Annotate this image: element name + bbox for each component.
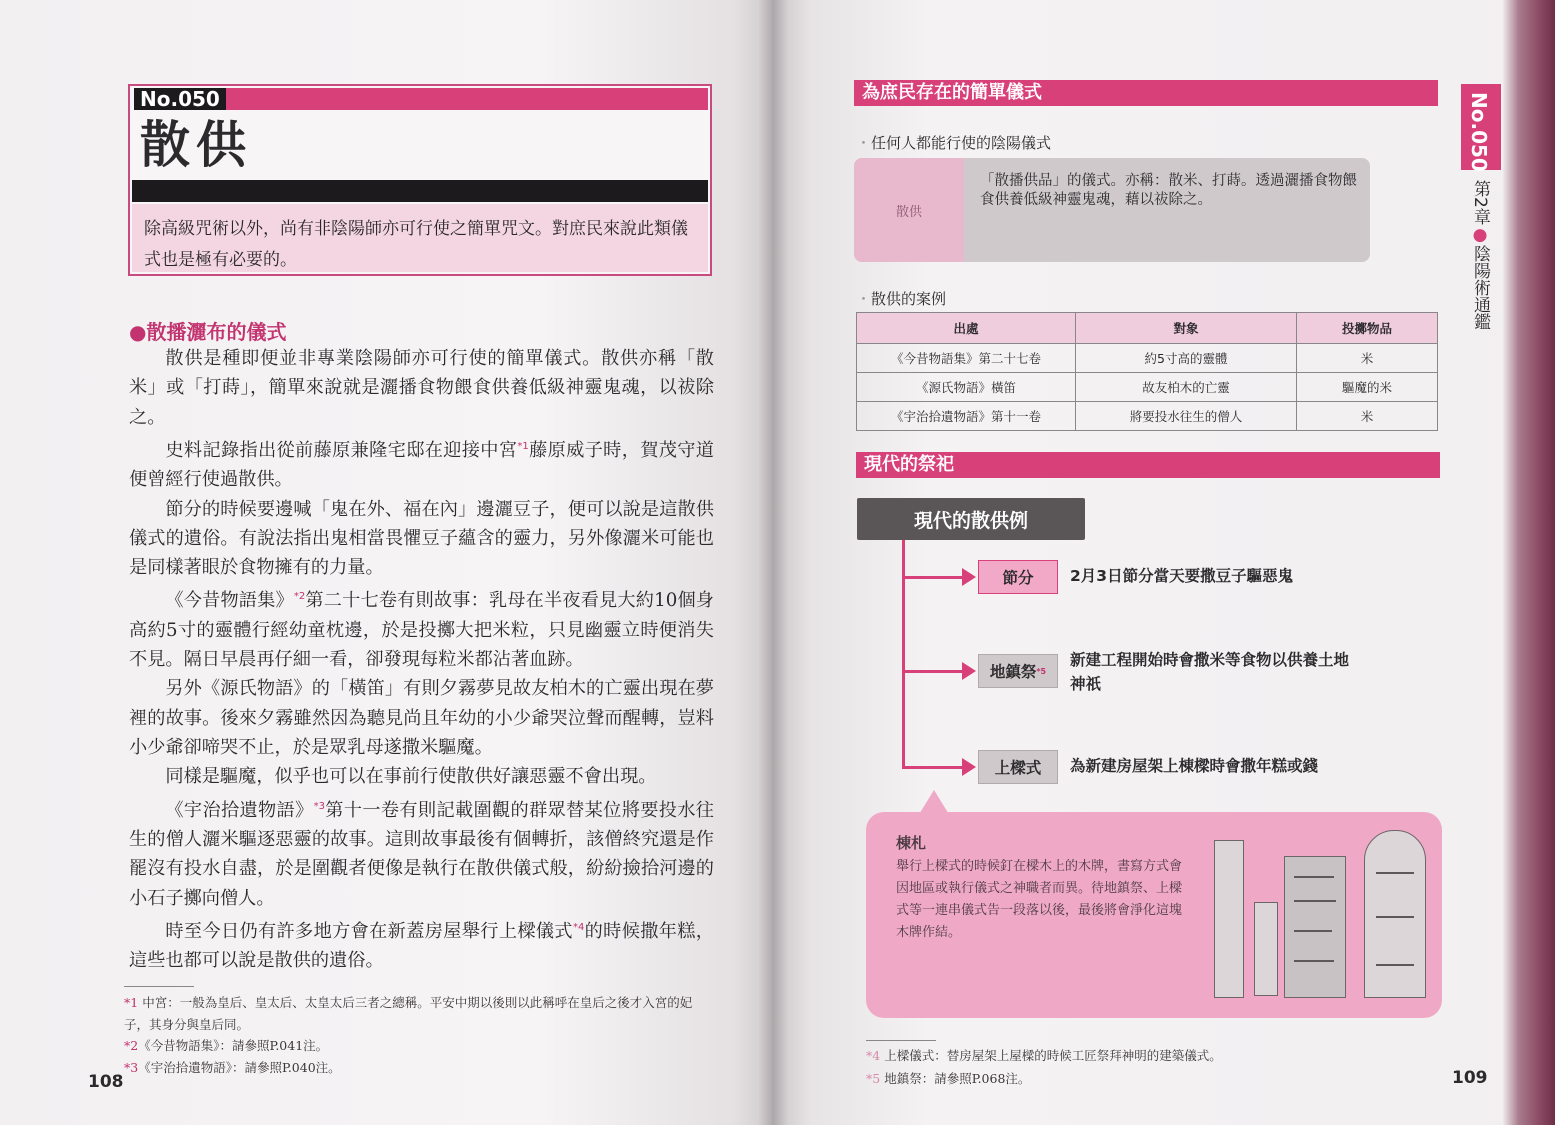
table-cell: 將要投水往生的僧人 [1076, 402, 1297, 431]
footnote [124, 992, 716, 1035]
footnotes-right [866, 1044, 1426, 1090]
footnote-mark: *4 [866, 1048, 881, 1063]
paragraph [129, 792, 714, 913]
plank-text-mark [1294, 900, 1336, 902]
footnote [866, 1044, 1426, 1067]
paragraph: 節分的時候要邊喊「鬼在外、福在內」邊灑豆子，便可以說是這散供儀式的遺俗。有說法指出鬼相當畏懼豆子蘊含的靈力，另外像灑米可能也是同樣著眼於食物擁有的力量。 [129, 498, 714, 579]
note-mark: *2 [293, 591, 306, 603]
entry-title-box [128, 84, 712, 276]
plank [1254, 902, 1278, 996]
item-desc-setsubun: 2月3日節分當天要撒豆子驅惡鬼 [1070, 567, 1294, 585]
text-run: 《今昔物語集》 [165, 590, 294, 612]
book-title: 陰陽術通鑑 [1470, 244, 1490, 330]
footnote-mark: *1 [124, 995, 139, 1010]
entry-title: 散供 [140, 116, 252, 174]
footnote-text: 地鎮祭：請參照P.068注。 [884, 1071, 1031, 1086]
table-cell: 米 [1297, 344, 1438, 373]
plank-text-mark [1376, 916, 1414, 918]
footnote-text: 《宇治拾遺物語》：請參照P.040注。 [138, 1059, 341, 1075]
text-run: 《宇治拾遺物語》 [165, 799, 314, 821]
plank [1214, 840, 1244, 998]
note-mark: *5 [1036, 666, 1047, 676]
footnote [124, 1035, 716, 1057]
text-run: 藤原威子時，賀茂守道便曾經行使過散供。 [129, 439, 714, 491]
body-text [129, 344, 714, 975]
plank-text-mark [1294, 876, 1334, 878]
item-label-joto: 上樑式 [978, 750, 1058, 784]
entry-number: No.050 [134, 88, 226, 110]
table-cell: 《宇治拾遺物語》第十一卷 [857, 402, 1076, 431]
paragraph [129, 432, 714, 495]
entry-summary: 除高級咒術以外，尚有非陰陽師亦可行使之簡單咒文。對庶民來說此類儀式也是極有必要的。 [132, 204, 708, 272]
paragraph [129, 582, 714, 674]
footnote-mark: *5 [866, 1071, 881, 1086]
chapter-label: 第2章 [1470, 180, 1490, 225]
item-label-setsubun: 節分 [978, 560, 1058, 594]
text-run: 第十一卷有則記載圍觀的群眾替某位將要投水往生的僧人灑米驅逐惡靈的故事。這則故事最後有個轉折，該僧終究還是作罷沒有投水自盡，於是圍觀者便像是執行在散供儀式般，紛紛撿拾河邊的小石子擲向僧人。 [129, 799, 714, 909]
connector-vertical [902, 540, 905, 768]
footnote-mark: *3 [124, 1059, 139, 1075]
title-pink-bar [226, 88, 708, 110]
bullet-heading: ・ 任何人都能行使的陰陽儀式 [856, 132, 1051, 153]
plank-text-mark [1294, 960, 1334, 962]
section-heading: ●散播灑布的儀式 [129, 320, 287, 344]
definition-label: 散供 [854, 158, 964, 262]
table-header: 出處 [857, 313, 1076, 344]
item-desc-joto: 為新建房屋架上棟樑時會撒年糕或錢 [1070, 757, 1319, 775]
connector-branch [902, 670, 964, 673]
page-number-right: 109 [1452, 1068, 1488, 1088]
page-number-left: 108 [88, 1072, 124, 1092]
definition-text: 「散播供品」的儀式。亦稱：散米、打蒔。透過灑播食物餵食供養低級神靈鬼魂，藉以祓除之。 [980, 173, 1357, 208]
text-run: 的時候撒年糕，這些也都可以說是散供的遺俗。 [129, 920, 714, 972]
cases-table [856, 312, 1438, 431]
table-cell: 驅魔的米 [1297, 373, 1438, 402]
connector-branch [902, 766, 964, 769]
note-title: 棟札 [896, 834, 927, 852]
section-bar-modern-rites [856, 452, 1440, 478]
side-chapter-title [1468, 180, 1492, 330]
footnote-text: 上樑儀式：替房屋架上屋樑的時候工匠祭拜神明的建築儀式。 [884, 1048, 1222, 1063]
title-dark-bar [132, 180, 708, 202]
paragraph: 散供是種即便並非專業陰陽師亦可行使的簡單儀式。散供亦稱「散米」或「打蒔」，簡單來說就是灑播食物餵食供養低級神靈鬼魂，以祓除之。 [129, 348, 714, 428]
plank-text-mark [1294, 930, 1332, 932]
table-cell: 約5寸高的靈體 [1076, 344, 1297, 373]
text-run: 史料記錄指出從前藤原兼隆宅邸在迎接中宮 [165, 439, 518, 461]
arrow-right-icon [962, 568, 976, 586]
footnotes-left [124, 992, 716, 1078]
footnote [866, 1067, 1426, 1090]
footnote-text: 中宮：一般為皇后、皇太后、太皇太后三者之總稱。平安中期以後則以此稱呼在皇后之後才入宮的妃子，其身分與皇后同。 [124, 995, 693, 1032]
table-header-row [857, 313, 1438, 344]
paragraph: 另外《源氏物語》的「橫笛」有則夕霧夢見故友柏木的亡靈出現在夢裡的故事。後來夕霧雖然因為聽見尚且年幼的小少爺哭泣聲而醒轉，豈料小少爺卻啼哭不止，於是眾乳母遂撒米驅魔。 [129, 678, 714, 758]
side-entry-number: No.050 [1467, 92, 1491, 172]
item-desc-jichinsai: 新建工程開始時會撒米等食物以供養土地神祇 [1070, 651, 1350, 693]
text-run: 時至今日仍有許多地方會在新蓋房屋舉行上樑儀式 [165, 920, 573, 942]
paragraph [129, 913, 714, 976]
footnote [124, 1057, 716, 1079]
table-row [857, 402, 1438, 431]
text-run: 第二十七卷有則故事：乳母在半夜看見大約10個身高約5寸的靈體行經幼童枕邊，於是投擲大把米粒，只見幽靈立時便消失不見。隔日早晨再仔細一看，卻發現每粒米都沾著血跡。 [129, 590, 714, 671]
bullet-heading: ・ 散供的案例 [856, 288, 946, 309]
connector-branch [902, 576, 964, 579]
table-cell: 《源氏物語》橫笛 [857, 373, 1076, 402]
plank-text-mark [1376, 964, 1414, 966]
table-cell: 故友柏木的亡靈 [1076, 373, 1297, 402]
chapter-dot-icon: ● [1470, 224, 1490, 245]
definition-box [854, 158, 1370, 262]
section-bar-simple-rites [854, 80, 1438, 106]
section-title: 為庶民存在的簡單儀式 [862, 82, 1042, 103]
footnote-divider [124, 986, 194, 987]
plank [1364, 830, 1426, 998]
table-cell: 米 [1297, 402, 1438, 431]
note-mark: *3 [313, 800, 325, 812]
section-title: 現代的祭祀 [864, 454, 954, 475]
note-text: 舉行上樑式的時候釘在樑木上的木牌，書寫方式會因地區或執行儀式之神職者而異。待地鎮祭、上樑式等一連串儀式告一段落以後，最後將會淨化這塊木牌作結。 [896, 859, 1183, 940]
arrow-right-icon [962, 662, 976, 680]
table-cell: 《今昔物語集》第二十七卷 [857, 344, 1076, 373]
paragraph: 同樣是驅魔，似乎也可以在事前行使散供好讓惡靈不會出現。 [165, 766, 657, 788]
diagram-title: 現代的散供例 [857, 498, 1085, 540]
table-header: 投擲物品 [1297, 313, 1438, 344]
table-row [857, 344, 1438, 373]
plank-text-mark [1376, 872, 1414, 874]
footnote-text: 《今昔物語集》：請參照P.041注。 [138, 1038, 329, 1053]
arrow-right-icon [962, 758, 976, 776]
table-row [857, 373, 1438, 402]
page-edge [1503, 0, 1555, 1125]
footnote-mark: *2 [124, 1038, 139, 1053]
note-mark: *4 [572, 921, 585, 933]
note-mark: *1 [517, 440, 529, 452]
table-header: 對象 [1076, 313, 1297, 344]
item-label-jichinsai [978, 654, 1058, 688]
item-label-text: 地鎮祭 [989, 663, 1037, 681]
book-spine [758, 0, 788, 1125]
footnote-divider [866, 1040, 936, 1041]
